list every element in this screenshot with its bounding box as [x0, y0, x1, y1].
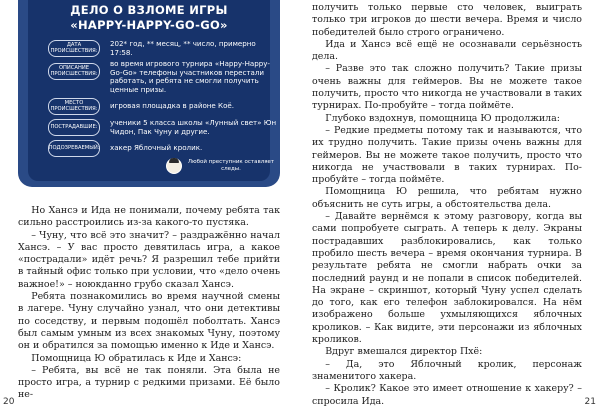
- case-label-description: ОПИСАНИЕ ПРОИСШЕСТВИЯ:: [48, 63, 100, 80]
- paragraph: получить только первые сто человек, выиграть только три игроков до шести вечера. Время и число победителей было строго ограничено.: [312, 2, 582, 38]
- paragraph: Вдруг вмешался директор Пхё:: [325, 346, 483, 358]
- paragraph: – Разве это так сложно получить? Такие призы очень важны для геймеров. Вы не можете такое получить, просто что никогда не участвовали в таких турнирах. По-пробуйте – тогда поймёте.: [312, 63, 582, 112]
- case-card-signature: Любой преступник оставляет следы.: [187, 159, 275, 172]
- paragraph: – Чуну, что всё это значит? – раздражённо начал Хансэ. – У вас просто девятилась игра, а какое «пострадали» идёт речь? Я разрешил тебе прийти в тайный офис только при условии, что «дело очень важное!» – ноюкданно грубо сказал Хансэ.: [18, 229, 280, 290]
- case-card-title-line1: ДЕЛО О ВЗЛОМЕ ИГРЫ: [70, 3, 228, 17]
- paragraph: Ида и Хансэ всё ещё не осознавали серьёзность дела.: [312, 38, 582, 63]
- paragraph: – Да, это Яблочный кролик, персонаж знаменитого хакера.: [312, 358, 582, 382]
- case-label-suspect: ПОДОЗРЕВАЕМЫЙ:: [48, 140, 100, 157]
- case-value-description: во время игрового турнира «Happy-Happy-Go-Go» телефоны участников перестали работать, и ребята не смогли получить ценные призы.: [110, 59, 270, 94]
- case-value-place: игровая площадка в районе Коё.: [110, 101, 235, 110]
- case-label-victims: ПОСТРАДАВШИЕ:: [48, 119, 100, 136]
- right-page: [300, 0, 600, 409]
- case-label-date: ДАТА ПРОИСШЕСТВИЯ:: [48, 40, 100, 57]
- case-card-title-line2: «HAPPY-HAPPY-GO-GO»: [70, 18, 228, 32]
- page-number-left: 20: [3, 397, 15, 407]
- case-card: [18, 0, 280, 187]
- left-page-text: [18, 205, 280, 402]
- paragraph: – Редкие предметы потому так и называются, что их трудно получить. Такие призы очень важны для геймеров. Вы не можете такое получить, просто что никогда не участвовали в таких турнирах. По-пробуйте – тогда поймёте.: [312, 124, 582, 186]
- detective-avatar-icon: [166, 158, 182, 174]
- paragraph: – Давайте вернёмся к этому разговору, когда вы сами попробуете сыграть. А теперь к делу. Экраны пострадавших разблокировались, как только пробило шесть вечера – время окончания турнира. В результате ребята не смогли набрать очки за последний раунд и не попали в список победителей. На экране – скриншот, который Чуну успел сделать до того, как его телефон заблокировался. На нём изображено больше ухмыляющихся яблочных кроликов. – Как видите, эти персонажи из яблочных кроликов.: [312, 211, 582, 346]
- paragraph: – Ребята, вы всё не так поняли. Эта была не просто игра, а турнир с редкими призами. Её было не-: [18, 364, 280, 401]
- paragraph: Глубоко вздохнув, помощница Ю продолжила:: [325, 112, 560, 124]
- right-page-text: [312, 2, 582, 408]
- paragraph: Но Хансэ и Ида не понимали, почему ребята так сильно расстроились из-за какого-то пустяка.: [18, 205, 280, 229]
- paragraph: – Кролик? Какое это имеет отношение к хакеру? – спросила Ида.: [312, 383, 582, 407]
- case-value-suspect: хакер Яблочный кролик.: [110, 143, 203, 152]
- case-value-date: 202* год, ** месяц, ** число, примерно 17:58.: [110, 39, 256, 57]
- paragraph: Помощница Ю решила, что ребятам нужно объяснить не суть игры, а обстоятельства дела.: [312, 186, 582, 210]
- paragraph: Помощница Ю обратилась к Иде и Хансэ:: [31, 352, 242, 364]
- case-value-victims: ученики 5 класса школы «Лунный свет» Юн Чидон, Пак Чуну и другие.: [110, 118, 277, 136]
- page-number-right: 21: [584, 397, 596, 407]
- paragraph: Ребята познакомились во время научной смены в лагере. Чуну случайно узнал, что они детективы по соседству, и первым подошёл поболтать. Хансэ был самым умным из всех знакомых Чуну, поэтому он и обратился за помощью именно к Иде и Хансэ.: [18, 291, 280, 352]
- case-label-place: МЕСТО ПРОИСШЕСТВИЯ:: [48, 98, 100, 115]
